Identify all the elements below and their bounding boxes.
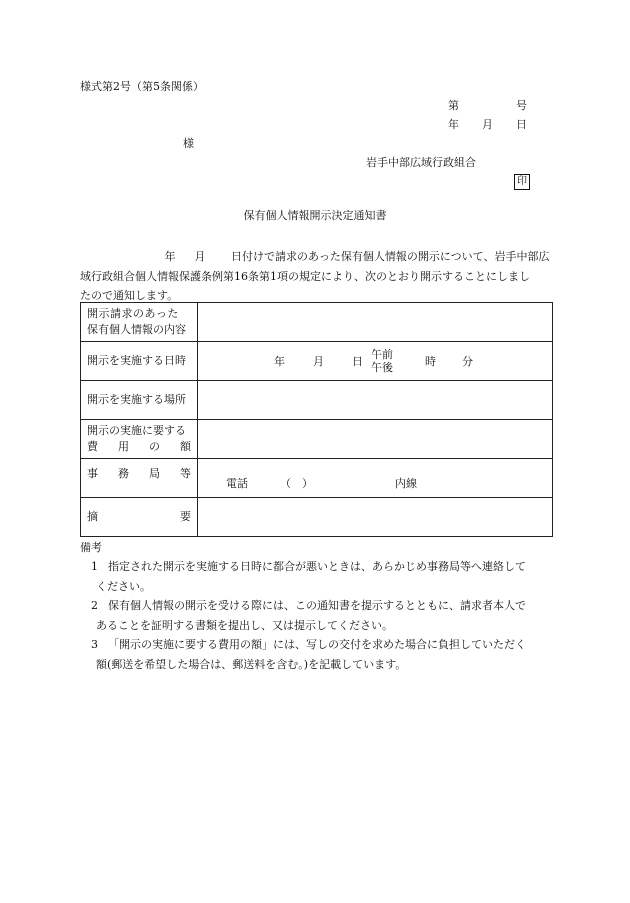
row5-label: 事 務 局 等 [81, 459, 198, 498]
row1-label-line2: 保有個人情報の内容 [87, 323, 186, 336]
row2-am: 午前 [371, 348, 393, 361]
row1-label [81, 303, 198, 342]
body-year: 年 [164, 250, 176, 263]
seal-stamp: 印 [514, 174, 530, 190]
row5-ext: 内線 [395, 477, 417, 490]
document-title: 保有個人情報開示決定通知書 [243, 209, 387, 222]
row2-label: 開示を実施する日時 [81, 342, 198, 381]
row4-label [81, 420, 198, 459]
table-row-remarks [81, 498, 553, 537]
table-row-place [81, 381, 553, 420]
row2-pm: 午後 [371, 361, 393, 374]
row1-value[interactable] [198, 303, 553, 342]
document-number-dai: 第 [448, 99, 459, 112]
row4-label-line2: 費 用 の 額 [87, 440, 191, 453]
row2-day: 日 [352, 355, 363, 368]
row1-label-line1: 開示請求のあった [87, 307, 179, 320]
row3-label: 開示を実施する場所 [81, 381, 198, 420]
row2-value[interactable] [198, 342, 553, 381]
notes-heading: 備考 [80, 541, 102, 554]
row2-hour: 時 [425, 355, 436, 368]
date-day: 日 [516, 118, 527, 131]
body-paragraph [80, 247, 554, 306]
date-month: 月 [482, 118, 493, 131]
table-row-office [81, 459, 553, 498]
body-line1: 日付けで請求のあった保有個人情報の開示について、岩手中部広 [231, 250, 550, 263]
row6-value[interactable] [198, 498, 553, 537]
body-line3: たので通知します。 [80, 289, 179, 302]
recipient-sama: 様 [183, 137, 194, 150]
table-row-content [81, 303, 553, 342]
row2-minute: 分 [462, 355, 473, 368]
row3-value[interactable] [198, 381, 553, 420]
row4-value[interactable] [198, 420, 553, 459]
date-year: 年 [448, 118, 459, 131]
disclosure-table [80, 302, 553, 537]
body-line2: 域行政組合個人情報保護条例第16条第1項の規定により、次のとおり開示することにしまし [80, 269, 530, 283]
row2-month: 月 [313, 355, 324, 368]
issuer-name: 岩手中部広域行政組合 [366, 156, 476, 169]
row5-value[interactable] [198, 459, 553, 498]
row4-label-line1: 開示の実施に要する [87, 424, 186, 437]
body-month: 月 [194, 250, 206, 263]
document-number-go: 号 [516, 99, 527, 112]
row2-year: 年 [274, 355, 285, 368]
form-number: 様式第2号（第5条関係） [80, 80, 204, 93]
row2-am-pm [371, 348, 393, 374]
table-row-cost [81, 420, 553, 459]
note-item-1: 1 指定された開示を実施する日時に都合が悪いときは、あらかじめ事務局等へ連絡して ください。 [91, 560, 526, 593]
note-item-3: 3 「開示の実施に要する費用の額」には、写しの交付を求めた場合に負担していただく 額(郵送を希望した場合は、郵送料を含む。)を記載しています。 [91, 638, 526, 671]
table-row-datetime [81, 342, 553, 381]
row6-label: 摘 要 [81, 498, 198, 537]
note-item-2: 2 保有個人情報の開示を受ける際には、この通知書を提示するとともに、請求者本人で あることを証明する書類を提出し、又は提示してください。 [91, 599, 526, 632]
row5-paren: （ ） [280, 477, 313, 490]
row5-tel: 電話 [226, 477, 248, 490]
